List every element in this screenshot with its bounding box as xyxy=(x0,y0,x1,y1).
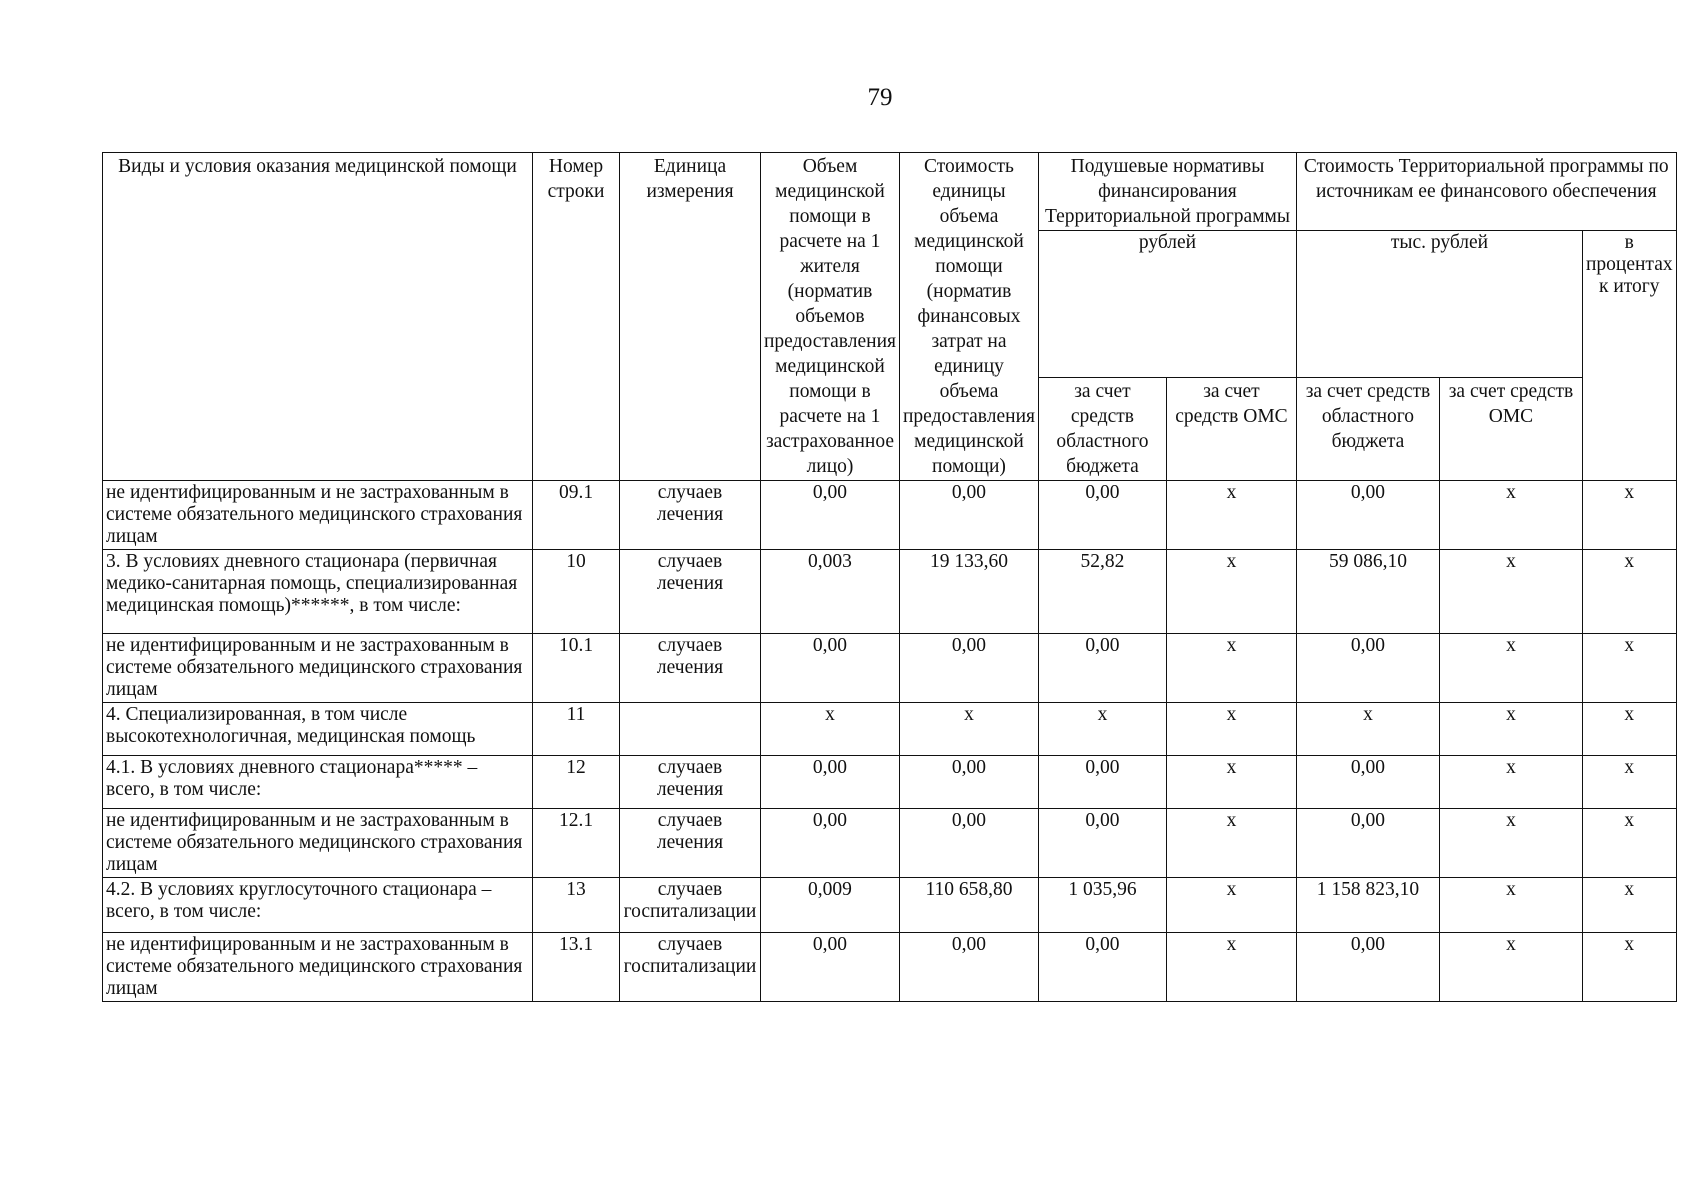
volume-cell: 0,00 xyxy=(761,756,900,809)
per-capita-oms-cell: х xyxy=(1166,634,1296,703)
unit-cell: случаев лечения xyxy=(620,756,761,809)
percent-cell: х xyxy=(1582,878,1676,933)
per-capita-budget-cell: 0,00 xyxy=(1038,756,1166,809)
row-number-cell: 11 xyxy=(533,703,620,756)
table-row xyxy=(103,878,1677,933)
table-header xyxy=(103,153,1677,481)
page-number: 79 xyxy=(867,84,893,111)
total-budget-cell: 59 086,10 xyxy=(1296,550,1439,634)
total-budget-cell: 0,00 xyxy=(1296,756,1439,809)
unit-cell xyxy=(620,703,761,756)
header-volume: Объем медицинской помощи в расчете на 1 жителя (норматив объемов предоставления медицинской помощи в расчете на 1 застрахованное лицо) xyxy=(761,153,900,481)
row-number-cell: 13 xyxy=(533,878,620,933)
care-type-cell: не идентифицированным и не застрахованным в системе обязательного медицинского страхования лицам xyxy=(103,933,533,1002)
unit-cell: случаев госпитализации xyxy=(620,933,761,1002)
header-pc-budget: за счет средств областного бюджета xyxy=(1038,378,1166,481)
percent-cell: х xyxy=(1582,756,1676,809)
volume-cell: 0,00 xyxy=(761,933,900,1002)
row-number-cell: 09.1 xyxy=(533,481,620,550)
care-type-cell: 4.2. В условиях круглосуточного стационара – всего, в том числе: xyxy=(103,878,533,933)
unit-cost-cell: 0,00 xyxy=(899,481,1038,550)
per-capita-budget-cell: 1 035,96 xyxy=(1038,878,1166,933)
header-per-capita-unit: рублей xyxy=(1038,231,1296,378)
unit-cost-cell: 0,00 xyxy=(899,933,1038,1002)
unit-cell: случаев лечения xyxy=(620,809,761,878)
unit-cost-cell: х xyxy=(899,703,1038,756)
row-number-cell: 10 xyxy=(533,550,620,634)
unit-cell: случаев лечения xyxy=(620,634,761,703)
care-type-cell: не идентифицированным и не застрахованным в системе обязательного медицинского страхования лицам xyxy=(103,481,533,550)
per-capita-budget-cell: 0,00 xyxy=(1038,481,1166,550)
volume-cell: 0,009 xyxy=(761,878,900,933)
header-per-capita-group: Подушевые нормативы финансирования Территориальной программы xyxy=(1038,153,1296,231)
total-oms-cell: х xyxy=(1439,756,1582,809)
table-row xyxy=(103,550,1677,634)
header-program-cost-group: Стоимость Территориальной программы по источникам ее финансового обеспечения xyxy=(1296,153,1676,231)
unit-cell: случаев госпитализации xyxy=(620,878,761,933)
care-type-cell: не идентифицированным и не застрахованным в системе обязательного медицинского страхования лицам xyxy=(103,634,533,703)
per-capita-budget-cell: х xyxy=(1038,703,1166,756)
header-row-number: Номер строки xyxy=(533,153,620,481)
volume-cell: 0,00 xyxy=(761,809,900,878)
row-number-cell: 12 xyxy=(533,756,620,809)
per-capita-oms-cell: х xyxy=(1166,703,1296,756)
unit-cost-cell: 19 133,60 xyxy=(899,550,1038,634)
volume-cell: 0,003 xyxy=(761,550,900,634)
per-capita-oms-cell: х xyxy=(1166,933,1296,1002)
per-capita-oms-cell: х xyxy=(1166,809,1296,878)
header-total-oms: за счет средств ОМС xyxy=(1439,378,1582,481)
per-capita-budget-cell: 0,00 xyxy=(1038,933,1166,1002)
row-number-cell: 12.1 xyxy=(533,809,620,878)
percent-cell: х xyxy=(1582,481,1676,550)
total-budget-cell: 0,00 xyxy=(1296,933,1439,1002)
total-budget-cell: 0,00 xyxy=(1296,481,1439,550)
percent-cell: х xyxy=(1582,703,1676,756)
medical-care-table xyxy=(102,152,1677,1002)
header-care-type: Виды и условия оказания медицинской помощи xyxy=(103,153,533,481)
per-capita-budget-cell: 52,82 xyxy=(1038,550,1166,634)
table-row xyxy=(103,634,1677,703)
unit-cost-cell: 0,00 xyxy=(899,809,1038,878)
total-oms-cell: х xyxy=(1439,809,1582,878)
care-type-cell: не идентифицированным и не застрахованным в системе обязательного медицинского страхования лицам xyxy=(103,809,533,878)
per-capita-budget-cell: 0,00 xyxy=(1038,634,1166,703)
total-budget-cell: 1 158 823,10 xyxy=(1296,878,1439,933)
total-oms-cell: х xyxy=(1439,703,1582,756)
total-budget-cell: 0,00 xyxy=(1296,809,1439,878)
unit-cost-cell: 0,00 xyxy=(899,634,1038,703)
total-oms-cell: х xyxy=(1439,634,1582,703)
percent-cell: х xyxy=(1582,933,1676,1002)
total-oms-cell: х xyxy=(1439,481,1582,550)
header-unit: Единица измерения xyxy=(620,153,761,481)
total-oms-cell: х xyxy=(1439,550,1582,634)
header-pc-oms: за счет средств ОМС xyxy=(1166,378,1296,481)
care-type-cell: 3. В условиях дневного стационара (первичная медико-санитарная помощь, специализированная медицинская помощь)******, в том числе: xyxy=(103,550,533,634)
table-row xyxy=(103,481,1677,550)
percent-cell: х xyxy=(1582,809,1676,878)
header-program-cost-unit: тыс. рублей xyxy=(1296,231,1582,378)
total-oms-cell: х xyxy=(1439,933,1582,1002)
per-capita-oms-cell: х xyxy=(1166,878,1296,933)
total-budget-cell: х xyxy=(1296,703,1439,756)
header-unit-cost: Стоимость единицы объема медицинской помощи (норматив финансовых затрат на единицу объема предоставления медицинской помощи) xyxy=(899,153,1038,481)
table-row xyxy=(103,809,1677,878)
per-capita-budget-cell: 0,00 xyxy=(1038,809,1166,878)
row-number-cell: 10.1 xyxy=(533,634,620,703)
percent-cell: х xyxy=(1582,550,1676,634)
volume-cell: 0,00 xyxy=(761,481,900,550)
total-oms-cell: х xyxy=(1439,878,1582,933)
table-row xyxy=(103,933,1677,1002)
per-capita-oms-cell: х xyxy=(1166,550,1296,634)
row-number-cell: 13.1 xyxy=(533,933,620,1002)
unit-cell: случаев лечения xyxy=(620,550,761,634)
per-capita-oms-cell: х xyxy=(1166,756,1296,809)
percent-cell: х xyxy=(1582,634,1676,703)
care-type-cell: 4.1. В условиях дневного стационара***** – всего, в том числе: xyxy=(103,756,533,809)
unit-cost-cell: 0,00 xyxy=(899,756,1038,809)
unit-cost-cell: 110 658,80 xyxy=(899,878,1038,933)
volume-cell: 0,00 xyxy=(761,634,900,703)
table-body xyxy=(103,481,1677,1002)
header-total-budget: за счет средств областного бюджета xyxy=(1296,378,1439,481)
table-row xyxy=(103,756,1677,809)
header-percent: в процентах к итогу xyxy=(1582,231,1676,481)
total-budget-cell: 0,00 xyxy=(1296,634,1439,703)
per-capita-oms-cell: х xyxy=(1166,481,1296,550)
unit-cell: случаев лечения xyxy=(620,481,761,550)
volume-cell: х xyxy=(761,703,900,756)
care-type-cell: 4. Специализированная, в том числе высокотехнологичная, медицинская помощь xyxy=(103,703,533,756)
table-row xyxy=(103,703,1677,756)
